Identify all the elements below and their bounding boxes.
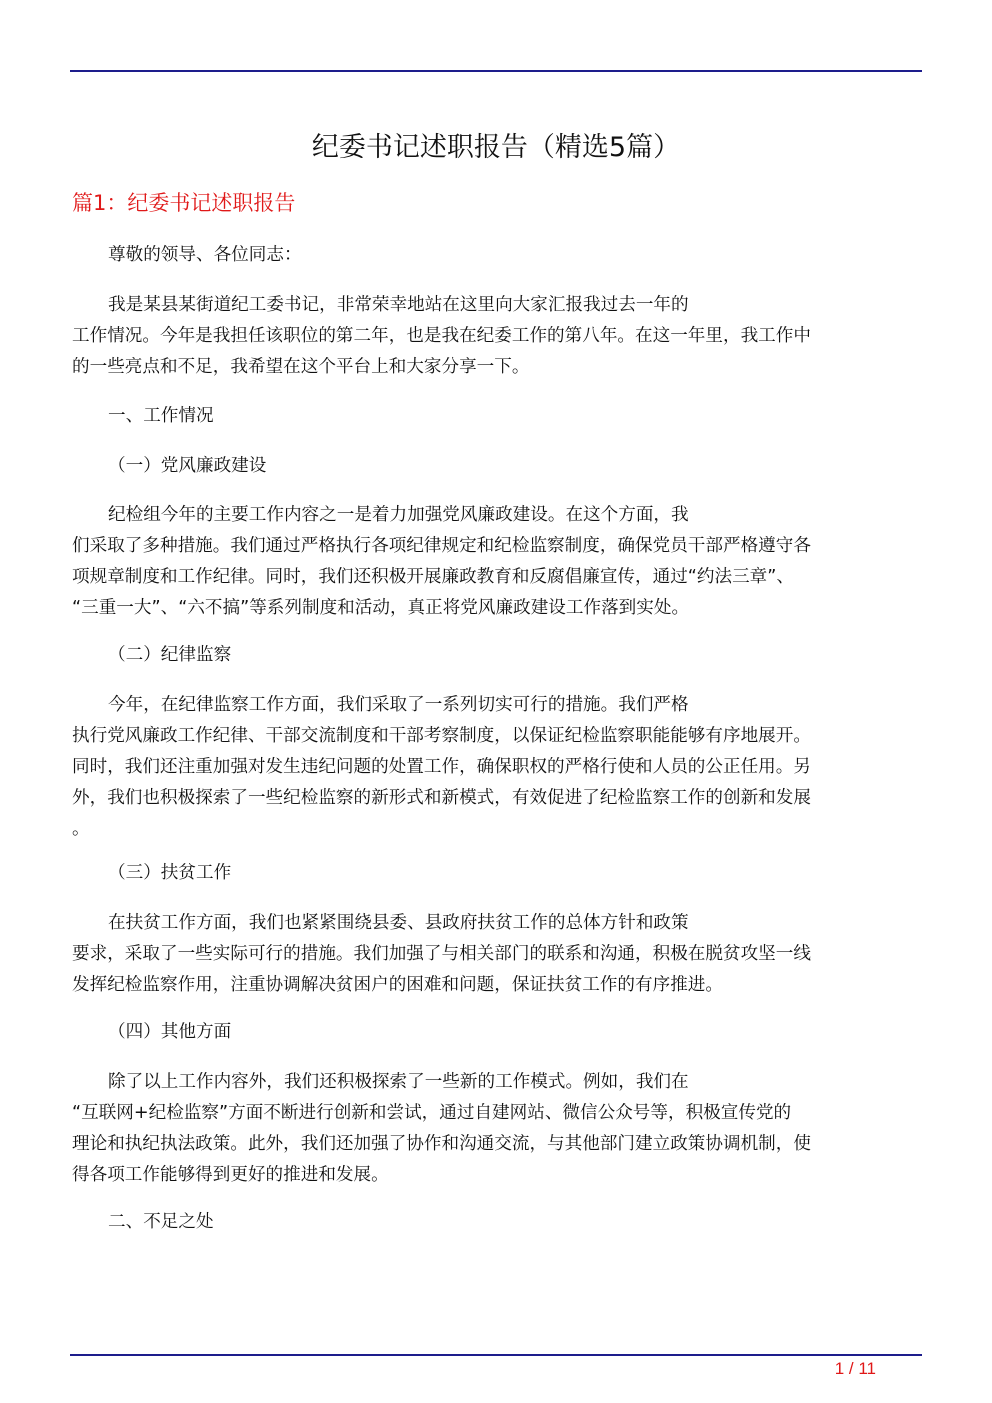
paragraph-line: “三重一大”、“六不搞”等系列制度和活动，真正将党风廉政建设工作落到实处。	[72, 598, 690, 618]
paragraph-line: 纪检组今年的主要工作内容之一是着力加强党风廉政建设。在这个方面，我	[108, 505, 689, 525]
paragraph-line: 的一些亮点和不足，我希望在这个平台上和大家分享一下。	[72, 357, 530, 377]
paragraph-line: 在扶贫工作方面，我们也紧紧围绕县委、县政府扶贫工作的总体方针和政策	[108, 913, 689, 933]
other-aspects-paragraph	[72, 1067, 914, 1191]
paragraph-line: 发挥纪检监察作用，注重协调解决贫困户的困难和问题，保证扶贫工作的有序推进。	[72, 975, 723, 995]
paragraph-line: “互联网+纪检监察”方面不断进行创新和尝试，通过自建网站、微信公众号等，积极宣传党的	[72, 1103, 792, 1123]
document-title: 纪委书记述职报告（精选5篇）	[311, 132, 681, 163]
section-two-heading	[72, 1207, 914, 1238]
subsection-four-heading	[72, 1017, 914, 1048]
paragraph-line: 今年，在纪律监察工作方面，我们采取了一系列切实可行的措施。我们严格	[108, 695, 689, 715]
party-conduct-paragraph	[72, 500, 914, 624]
poverty-paragraph	[72, 908, 914, 1001]
paragraph-line: 。	[72, 819, 90, 839]
paragraph-line: （二）纪律监察	[108, 645, 232, 665]
paragraph-line: 要求，采取了一些实际可行的措施。我们加强了与相关部门的联系和沟通，积极在脱贫攻坚一线	[72, 944, 811, 964]
greeting-paragraph	[72, 240, 914, 271]
paragraph-line: 我是某县某街道纪工委书记，非常荣幸地站在这里向大家汇报我过去一年的	[108, 295, 689, 315]
paragraph-line: 理论和执纪执法政策。此外，我们还加强了协作和沟通交流，与其他部门建立政策协调机制，使	[72, 1134, 811, 1154]
paragraph-line: 尊敬的领导、各位同志：	[108, 245, 302, 265]
paragraph-line: 工作情况。今年是我担任该职位的第二年，也是我在纪委工作的第八年。在这一年里，我工作中	[72, 326, 811, 346]
paragraph-line: 外，我们也积极探索了一些纪检监察的新形式和新模式，有效促进了纪检监察工作的创新和发展	[72, 788, 811, 808]
paragraph-line: （一）党风廉政建设	[108, 456, 267, 476]
paragraph-line: 除了以上工作内容外，我们还积极探索了一些新的工作模式。例如，我们在	[108, 1072, 689, 1092]
paragraph-line: 们采取了多种措施。我们通过严格执行各项纪律规定和纪检监察制度，确保党员干部严格遵守各	[72, 536, 811, 556]
subsection-two-heading	[72, 640, 914, 671]
paragraph-line: （四）其他方面	[108, 1022, 232, 1042]
paragraph-line: 二、不足之处	[108, 1212, 214, 1232]
paragraph-line: 执行党风廉政工作纪律、干部交流制度和干部考察制度，以保证纪检监察职能能够有序地展开。	[72, 726, 811, 746]
paragraph-line: 同时，我们还注重加强对发生违纪问题的处置工作，确保职权的严格行使和人员的公正任用。另	[72, 757, 811, 777]
footer-rule	[70, 1354, 922, 1356]
section-one-heading	[72, 401, 914, 432]
paragraph-line: 项规章制度和工作纪律。同时，我们还积极开展廉政教育和反腐倡廉宣传，通过“约法三章”、	[72, 567, 794, 587]
discipline-paragraph	[72, 690, 914, 845]
subsection-one-heading	[72, 451, 914, 482]
paragraph-line: （三）扶贫工作	[108, 863, 232, 883]
header-rule	[70, 70, 922, 72]
page-indicator: 1 / 11	[834, 1359, 876, 1378]
intro-paragraph	[72, 290, 914, 383]
section-heading: 篇1：纪委书记述职报告	[72, 191, 296, 215]
paragraph-line: 得各项工作能够得到更好的推进和发展。	[72, 1165, 389, 1185]
subsection-three-heading	[72, 858, 914, 889]
paragraph-line: 一、工作情况	[108, 406, 214, 426]
